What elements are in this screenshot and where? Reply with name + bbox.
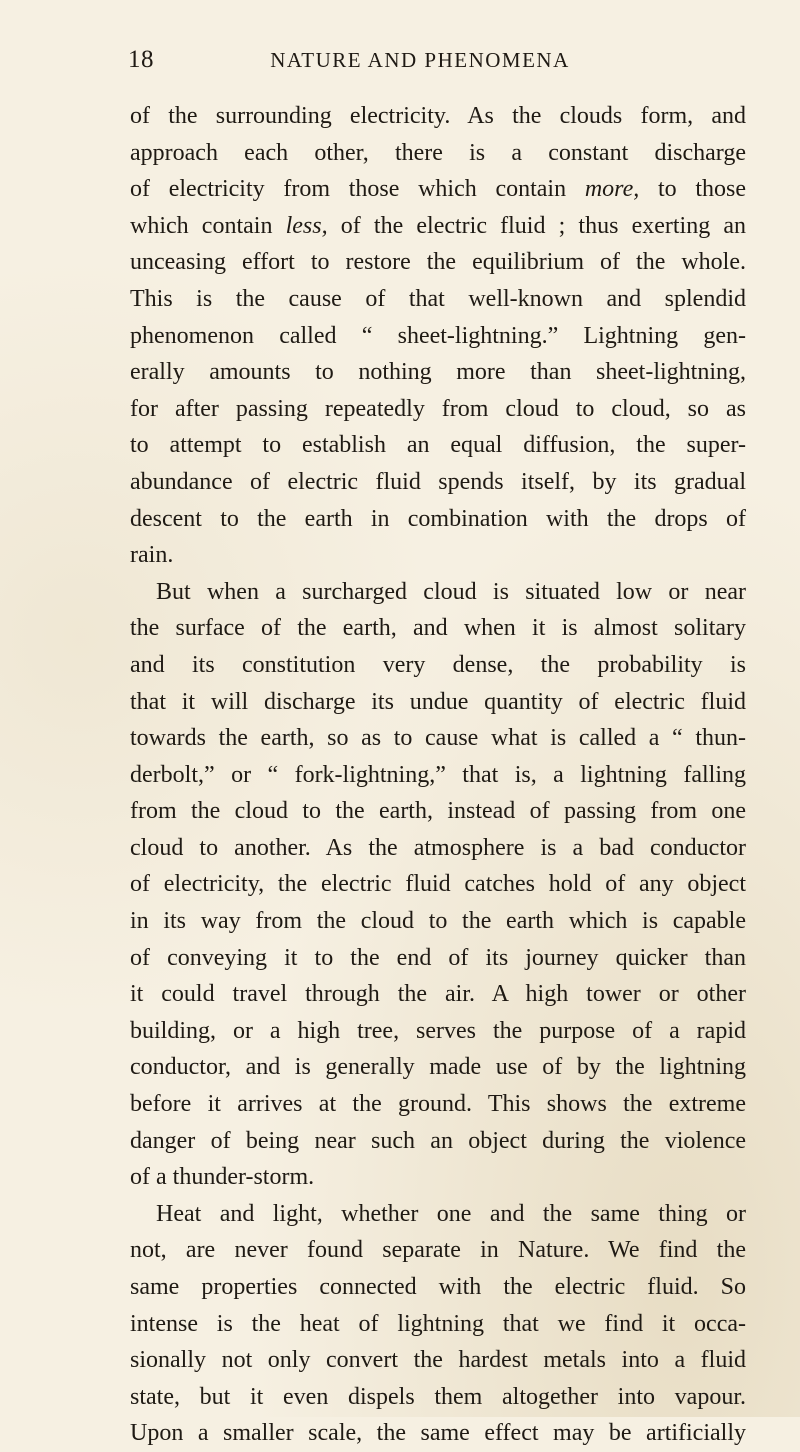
text-line: of the surrounding electricity. As the clouds form, and	[130, 103, 746, 129]
page-number: 18	[128, 46, 154, 73]
text-line-start: which contain	[130, 212, 273, 239]
text-line: derbolt,” or “ fork-lightning,” that is, a lightning falling	[130, 761, 746, 788]
text-line: of electricity, the electric fluid catches hold of any object	[130, 871, 746, 898]
running-head	[0, 48, 800, 73]
text-line: in its way from the cloud to the earth which is capable	[130, 908, 746, 935]
text-line: for after passing repeatedly from cloud to cloud, so as	[130, 395, 746, 422]
text-line: and its constitution very dense, the probability is	[130, 651, 746, 678]
text-line: to attempt to establish an equal diffusion, the super-	[130, 432, 746, 459]
text-line: it could travel through the air. A high tower or other	[130, 981, 746, 1008]
text-line: intense is the heat of lightning that we find it occa-	[130, 1310, 746, 1337]
text-line: of conveying it to the end of its journey quicker than	[130, 944, 746, 971]
text-line: danger of being near such an object during the violence	[130, 1127, 746, 1154]
text-line: sionally not only convert the hardest metals into a fluid	[130, 1347, 746, 1374]
text-line: conductor, and is generally made use of by the lightning	[130, 1054, 746, 1081]
text-line	[130, 208, 746, 245]
emphasis-less: less,	[285, 212, 328, 239]
running-head-text: NATURE AND PHENOMENA	[270, 48, 570, 72]
text-line: This is the cause of that well-known and splendid	[130, 285, 746, 312]
page-header	[0, 46, 800, 86]
text-line: of a thunder-storm.	[130, 1164, 315, 1191]
text-line	[130, 171, 746, 208]
text-line: But when a surcharged cloud is situated low or near	[156, 578, 746, 605]
text-line: not, are never found separate in Nature. We find the	[130, 1237, 746, 1264]
text-line: abundance of electric fluid spends itself, by its gradual	[130, 468, 746, 495]
emphasis-more: more,	[584, 176, 640, 203]
body-text	[130, 98, 746, 1452]
text-line: state, but it even dispels them altogether into vapour.	[130, 1383, 746, 1410]
text-line: towards the earth, so as to cause what is called a “ thun-	[130, 725, 746, 752]
text-line: approach each other, there is a constant discharge	[130, 139, 746, 166]
text-line: the surface of the earth, and when it is almost solitary	[130, 615, 746, 642]
text-line: cloud to another. As the atmosphere is a bad conductor	[130, 834, 746, 861]
text-line: that it will discharge its undue quantity of electric fluid	[130, 688, 746, 715]
text-line: Heat and light, whether one and the same thing or	[156, 1200, 746, 1227]
text-line: building, or a high tree, serves the purpose of a rapid	[130, 1017, 746, 1044]
text-line: erally amounts to nothing more than sheet-lightning,	[130, 359, 746, 386]
text-line: same properties connected with the electric fluid. So	[130, 1274, 746, 1300]
text-line-end: to those	[657, 176, 747, 203]
text-line-start: of electricity from those which contain	[130, 176, 567, 203]
text-line: phenomenon called “ sheet-lightning.” Lightning gen-	[130, 322, 746, 349]
text-line: from the cloud to the earth, instead of passing from one	[130, 798, 746, 825]
text-line-end: of the electric fluid ; thus exerting an	[340, 212, 747, 239]
text-line: descent to the earth in combination with the drops of	[130, 505, 746, 532]
text-line: Upon a smaller scale, the same effect may be artificially	[130, 1420, 746, 1447]
text-line: rain.	[130, 542, 174, 569]
text-line: before it arrives at the ground. This shows the extreme	[130, 1091, 746, 1118]
text-line: unceasing effort to restore the equilibrium of the whole.	[130, 249, 746, 276]
